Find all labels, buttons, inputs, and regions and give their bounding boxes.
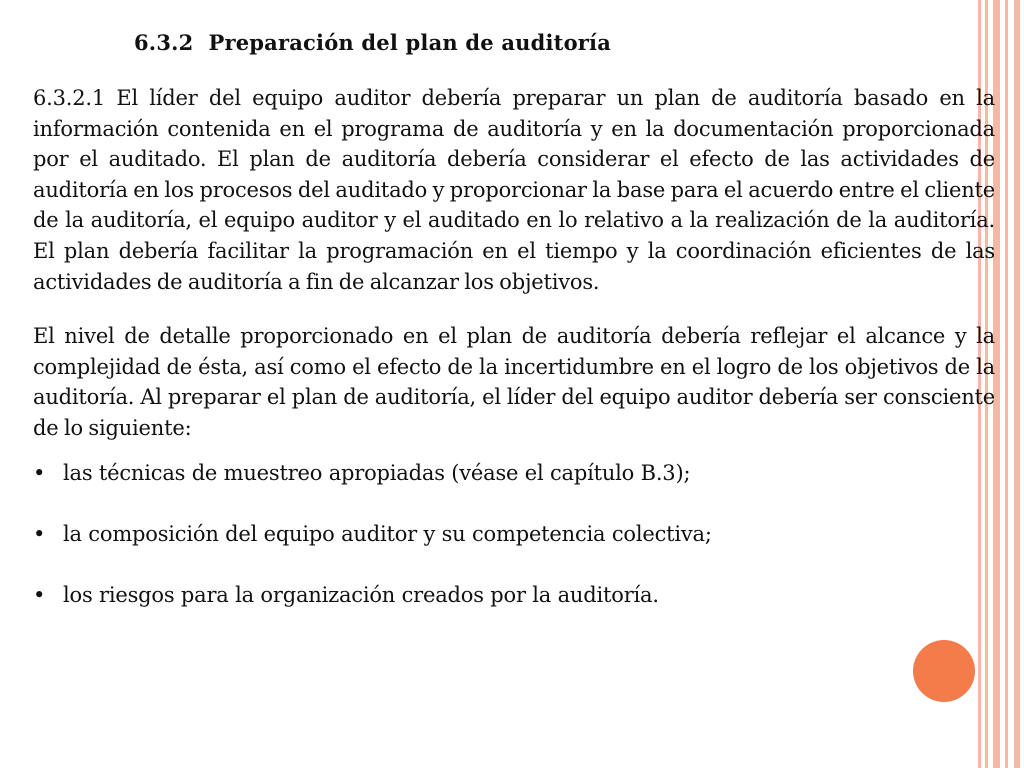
- bullet-list: [33, 458, 995, 610]
- stripe: [1005, 0, 1008, 768]
- bullet-icon: •: [33, 460, 46, 485]
- section-heading: 6.3.2 Preparación del plan de auditoría: [134, 30, 612, 55]
- stripe: [1014, 0, 1020, 768]
- body-paragraph: 6.3.2.1 El líder del equipo auditor debería preparar un plan de auditoría basado en la información contenida en el programa de auditoría y en la documentación proporcionada por el auditado. El plan de auditoría debería considerar el efecto de las actividades de auditoría en los procesos del auditado y proporcionar la base para el acuerdo entre el cliente de la auditoría, el equipo auditor y el auditado en lo relativo a la realización de la auditoría. El plan debería facilitar la programación en el tiempo y la coordinación eficientes de las actividades de auditoría a fin de alcanzar los objetivos.: [33, 86, 995, 294]
- body-paragraph: El nivel de detalle proporcionado en el plan de auditoría debería reflejar el alcance y la complejidad de ésta, así como el efecto de la incertidumbre en el logro de los objetivos de la auditoría. Al preparar el plan de auditoría, el líder del equipo auditor debería ser consciente de lo siguiente:: [33, 324, 995, 440]
- bullet-icon: •: [33, 582, 46, 607]
- list-item: [33, 580, 995, 610]
- list-item-text: la composición del equipo auditor y su competencia colectiva;: [63, 521, 712, 546]
- slide-content: [33, 28, 995, 641]
- list-item-text: los riesgos para la organización creados por la auditoría.: [63, 582, 659, 607]
- list-item: [33, 458, 995, 488]
- list-item: [33, 519, 995, 549]
- decorative-circle-icon: [913, 640, 975, 702]
- bullet-icon: •: [33, 521, 46, 546]
- list-item-text: las técnicas de muestreo apropiadas (véase el capítulo B.3);: [63, 460, 691, 485]
